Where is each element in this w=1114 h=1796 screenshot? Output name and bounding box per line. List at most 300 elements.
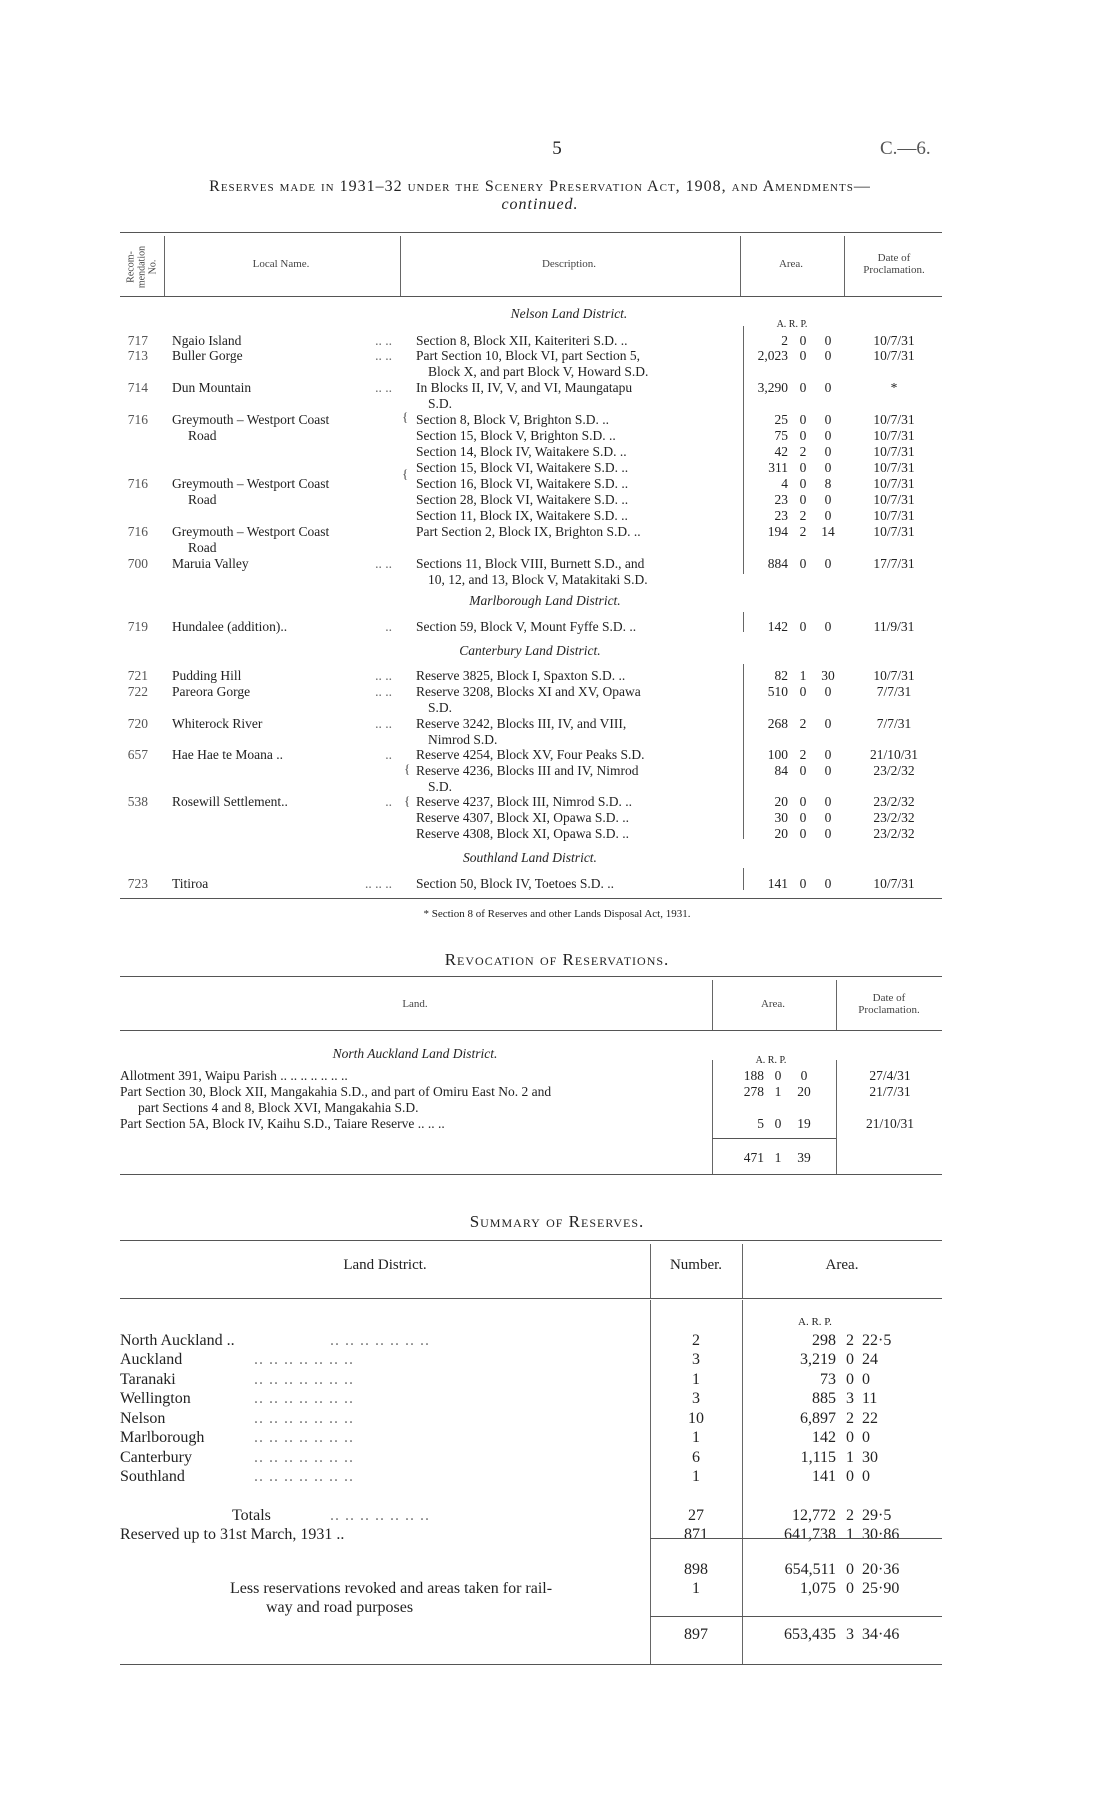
leader-dots: .. .. .. <box>365 876 392 891</box>
area-roods: 0 <box>799 428 807 443</box>
reserves-title-line2: continued. <box>501 196 579 213</box>
area-units: A. R. P. <box>776 319 808 330</box>
leader-dots: .. .. <box>375 684 392 699</box>
area-roods: 0 <box>799 684 807 699</box>
description: Section 8, Block XII, Kaiteriteri S.D. .. <box>416 333 628 348</box>
leader-dots: .. .. <box>375 556 392 571</box>
area-acres: 141 <box>812 1468 836 1485</box>
local-name-cont: Road <box>188 428 217 443</box>
description: Section 16, Block VI, Waitakere S.D. .. <box>416 476 629 491</box>
proclamation-date: 10/7/31 <box>873 460 915 475</box>
column-divider <box>742 1300 743 1664</box>
header-divider <box>742 1244 743 1298</box>
description: Section 15, Block V, Brighton S.D. .. <box>416 428 616 443</box>
header-divider <box>740 236 741 296</box>
area-roods: 2 <box>846 1332 854 1349</box>
table-header-rule <box>120 296 942 297</box>
document-reference: C.—6. <box>880 138 931 159</box>
area-perches: 22·5 <box>862 1332 892 1349</box>
district-heading: Southland Land District. <box>463 850 597 865</box>
area-roods: 1 <box>799 668 807 683</box>
area-roods: 0 <box>846 1468 854 1485</box>
summary-top-rule <box>120 1240 942 1241</box>
header-divider <box>836 980 837 1030</box>
area-roods: 0 <box>799 876 807 891</box>
local-name: Pudding Hill <box>172 668 242 683</box>
header-recommendation: Recom- mendation No. <box>125 245 159 289</box>
brace: { <box>404 761 411 776</box>
district-name: Canterbury <box>120 1449 192 1466</box>
area-roods: 0 <box>846 1561 854 1578</box>
area-perches: 30 <box>821 668 835 683</box>
proclamation-date: 23/2/32 <box>873 826 915 841</box>
area-acres: 510 <box>767 684 788 699</box>
area-acres: 3,290 <box>757 380 788 395</box>
proclamation-date: 10/7/31 <box>873 876 915 891</box>
rec-number: 723 <box>127 876 148 891</box>
reserve-count: 27 <box>688 1507 704 1524</box>
area-perches: 8 <box>824 476 832 491</box>
district-name: Southland <box>120 1468 185 1485</box>
land-description: Part Section 5A, Block IV, Kaihu S.D., Taiare Reserve .. .. .. <box>120 1116 445 1131</box>
area-perches: 0 <box>824 876 832 891</box>
rec-number: 722 <box>127 684 148 699</box>
area-roods: 0 <box>799 348 807 363</box>
proclamation-date: 10/7/31 <box>873 668 915 683</box>
area-perches: 20 <box>797 1084 811 1099</box>
column-divider <box>743 868 744 890</box>
area-perches: 0 <box>824 556 832 571</box>
local-name: Buller Gorge <box>172 348 243 363</box>
header-local-name: Local Name. <box>252 258 310 270</box>
local-name: Ngaio Island <box>172 333 242 348</box>
area-acres: 641,738 <box>784 1526 836 1543</box>
rec-number: 719 <box>127 619 148 634</box>
area-roods: 0 <box>799 763 807 778</box>
area-acres: 142 <box>767 619 788 634</box>
column-divider <box>743 664 744 839</box>
area-acres: 73 <box>820 1371 836 1388</box>
area-acres: 653,435 <box>784 1626 836 1643</box>
description: Section 50, Block IV, Toetoes S.D. .. <box>416 876 615 891</box>
area-acres: 20 <box>774 826 788 841</box>
reserve-count: 1 <box>692 1429 700 1446</box>
area-perches: 29·5 <box>862 1507 892 1524</box>
description: Section 59, Block V, Mount Fyffe S.D. .. <box>416 619 637 634</box>
leader-dots: .. <box>385 619 392 634</box>
rec-number: 717 <box>127 333 148 348</box>
leader-dots: .. .. .. .. .. .. .. <box>254 1468 354 1485</box>
area-perches: 0 <box>824 444 832 459</box>
area-perches: 0 <box>824 619 832 634</box>
reserve-count: 10 <box>688 1410 704 1427</box>
area-roods: 2 <box>846 1410 854 1427</box>
reserve-count: 1 <box>692 1580 700 1597</box>
description: Block X, and part Block V, Howard S.D. <box>428 364 649 379</box>
proclamation-date: 17/7/31 <box>873 556 915 571</box>
description: Section 28, Block VI, Waitakere S.D. .. <box>416 492 629 507</box>
area-acres: 2,023 <box>757 348 788 363</box>
area-acres: 298 <box>812 1332 836 1349</box>
leader-dots: .. .. .. .. .. .. .. <box>254 1429 354 1446</box>
proclamation-date: 10/7/31 <box>873 333 915 348</box>
area-acres: 188 <box>743 1068 764 1083</box>
leader-dots: .. <box>385 747 392 762</box>
proclamation-date: 10/7/31 <box>873 524 915 539</box>
local-name: Whiterock River <box>172 716 263 731</box>
area-acres: 23 <box>774 492 788 507</box>
description: Part Section 2, Block IX, Brighton S.D. .. <box>416 524 641 539</box>
proclamation-date: 11/9/31 <box>873 619 915 634</box>
district-name: Nelson <box>120 1410 166 1427</box>
area-acres: 142 <box>812 1429 836 1446</box>
area-perches: 0 <box>862 1468 870 1485</box>
brace: { <box>404 793 411 808</box>
area-acres: 23 <box>774 508 788 523</box>
description: Reserve 3208, Blocks XI and XV, Opawa <box>416 684 641 699</box>
table-bottom-rule <box>120 898 942 899</box>
area-perches: 19 <box>797 1116 811 1131</box>
area-acres: 141 <box>767 876 788 891</box>
leader-dots: .. .. .. .. .. .. .. <box>330 1332 430 1349</box>
area-acres: 884 <box>767 556 788 571</box>
header-divider <box>400 236 401 296</box>
area-perches: 0 <box>824 333 832 348</box>
brace: { <box>402 466 409 481</box>
area-perches: 0 <box>824 412 832 427</box>
summary-header-area: Area. <box>825 1257 859 1273</box>
area-perches: 0 <box>824 684 832 699</box>
description: Reserve 4308, Block XI, Opawa S.D. .. <box>416 826 629 841</box>
area-perches: 0 <box>862 1429 870 1446</box>
area-roods: 1 <box>846 1449 854 1466</box>
area-roods: 0 <box>846 1580 854 1597</box>
local-name-cont: Road <box>188 540 217 555</box>
proclamation-date: 21/7/31 <box>869 1084 911 1099</box>
area-roods: 0 <box>799 412 807 427</box>
description: Reserve 4237, Block III, Nimrod S.D. .. <box>416 794 632 809</box>
district-heading: Marlborough Land District. <box>469 593 621 608</box>
area-acres: 194 <box>767 524 788 539</box>
proclamation-date: 10/7/31 <box>873 508 915 523</box>
description: 10, 12, and 13, Block V, Matakitaki S.D. <box>428 572 648 587</box>
rec-number: 713 <box>127 348 148 363</box>
local-name: Rosewill Settlement.. <box>172 794 288 809</box>
area-acres: 100 <box>767 747 788 762</box>
total-acres: 471 <box>743 1150 764 1165</box>
area-roods: 2 <box>799 716 807 731</box>
area-acres: 30 <box>774 810 788 825</box>
area-acres: 6,897 <box>800 1410 836 1427</box>
header-divider <box>164 236 165 296</box>
summary-bottom-rule <box>120 1664 942 1665</box>
reserves-title <box>120 178 960 214</box>
total-roods: 1 <box>774 1150 782 1165</box>
area-perches: 0 <box>824 380 832 395</box>
reserve-count: 3 <box>692 1390 700 1407</box>
area-acres: 2 <box>781 333 788 348</box>
local-name: Hundalee (addition).. <box>172 619 288 634</box>
proclamation-date: 27/4/31 <box>869 1068 911 1083</box>
area-roods: 2 <box>846 1507 854 1524</box>
area-units: A. R. P. <box>798 1316 832 1328</box>
district-name: Wellington <box>120 1390 191 1407</box>
area-perches: 25·90 <box>862 1580 900 1597</box>
summary-header-rule <box>120 1298 942 1299</box>
summary-rule <box>650 1616 942 1617</box>
area-perches: 0 <box>824 460 832 475</box>
area-roods: 0 <box>846 1429 854 1446</box>
area-roods: 0 <box>846 1371 854 1388</box>
area-perches: 30 <box>862 1449 878 1466</box>
reserve-count: 1 <box>692 1371 700 1388</box>
summary-header-number: Number. <box>669 1257 723 1273</box>
area-acres: 278 <box>743 1084 764 1099</box>
table-top-rule <box>120 232 942 233</box>
area-roods: 2 <box>799 508 807 523</box>
proclamation-date: 23/2/32 <box>873 763 915 778</box>
proclamation-date: 7/7/31 <box>876 684 912 699</box>
local-name: Greymouth – Westport Coast <box>172 476 330 491</box>
area-perches: 0 <box>824 428 832 443</box>
area-perches: 0 <box>824 810 832 825</box>
rec-number: 716 <box>127 524 148 539</box>
district-name: Reserved up to 31st March, 1931 .. <box>120 1526 345 1543</box>
rec-number: 716 <box>127 476 148 491</box>
local-name: Pareora Gorge <box>172 684 251 699</box>
rec-number: 721 <box>127 668 148 683</box>
reserve-count: 6 <box>692 1449 700 1466</box>
description: Reserve 4236, Blocks III and IV, Nimrod <box>416 763 639 778</box>
local-name-cont: Road <box>188 492 217 507</box>
revocation-header-area: Area. <box>760 998 786 1010</box>
area-perches: 30·86 <box>862 1526 900 1543</box>
area-roods: 3 <box>846 1626 854 1643</box>
local-name: Maruia Valley <box>172 556 249 571</box>
totals-label: Totals <box>232 1507 271 1524</box>
area-roods: 0 <box>799 333 807 348</box>
district-name: North Auckland .. <box>120 1332 235 1349</box>
description: Sections 11, Block VIII, Burnett S.D., and <box>416 556 645 571</box>
area-roods: 0 <box>799 556 807 571</box>
area-roods: 0 <box>799 460 807 475</box>
summary-title: Summary of Reserves. <box>469 1212 645 1231</box>
district-heading: Canterbury Land District. <box>459 643 601 658</box>
description: Section 11, Block IX, Waitakere S.D. .. <box>416 508 628 523</box>
proclamation-date: 10/7/31 <box>873 348 915 363</box>
land-description: Allotment 391, Waipu Parish .. .. .. .. .. .. .. <box>120 1068 348 1083</box>
reserve-count: 898 <box>684 1561 708 1578</box>
summary-rule <box>650 1538 942 1539</box>
area-perches: 11 <box>862 1390 878 1407</box>
local-name: Hae Hae te Moana .. <box>172 747 283 762</box>
area-roods: 2 <box>799 747 807 762</box>
rec-number: 700 <box>127 556 148 571</box>
district-name: Auckland <box>120 1351 183 1368</box>
proclamation-date: 23/2/32 <box>873 810 915 825</box>
local-name: Greymouth – Westport Coast <box>172 524 330 539</box>
revocation-total-rule <box>712 1138 836 1139</box>
district-heading: Nelson Land District. <box>510 306 628 321</box>
revocation-top-rule <box>120 976 942 977</box>
land-description: Part Section 30, Block XII, Mangakahia S.D., and part of Omiru East No. 2 and <box>120 1084 552 1099</box>
local-name: Greymouth – Westport Coast <box>172 412 330 427</box>
description: S.D. <box>428 700 453 715</box>
page-number: 5 <box>552 138 562 159</box>
proclamation-date: 10/7/31 <box>873 476 915 491</box>
area-perches: 22 <box>862 1410 878 1427</box>
rec-number: 714 <box>127 380 148 395</box>
description: Reserve 3825, Block I, Spaxton S.D. .. <box>416 668 626 683</box>
leader-dots: .. .. .. .. .. .. .. <box>254 1351 354 1368</box>
less-label: Less reservations revoked and areas taken for rail- <box>230 1580 553 1597</box>
area-roods: 0 <box>799 380 807 395</box>
rec-number: 720 <box>127 716 148 731</box>
area-roods: 1 <box>846 1526 854 1543</box>
leader-dots: .. .. <box>375 668 392 683</box>
total-perches: 39 <box>797 1150 811 1165</box>
land-description: part Sections 4 and 8, Block XVI, Mangakahia S.D. <box>138 1100 419 1115</box>
description: Reserve 4254, Block XV, Four Peaks S.D. <box>416 747 645 762</box>
area-perches: 0 <box>824 716 832 731</box>
proclamation-date: 10/7/31 <box>873 428 915 443</box>
reserves-title-line1: Reserves made in 1931–32 under the Scenery Preservation Act, 1908, and Amendments— <box>209 178 871 195</box>
header-date: Date of Proclamation. <box>863 252 925 276</box>
leader-dots: .. <box>385 794 392 809</box>
rec-number: 716 <box>127 412 148 427</box>
description: Nimrod S.D. <box>428 732 498 747</box>
revocation-header-land: Land. <box>402 998 428 1010</box>
area-perches: 34·46 <box>862 1626 900 1643</box>
area-acres: 84 <box>774 763 788 778</box>
leader-dots: .. .. .. .. .. .. .. <box>254 1371 354 1388</box>
header-divider <box>844 236 845 296</box>
area-roods: 1 <box>774 1084 782 1099</box>
leader-dots: .. .. .. .. .. .. .. <box>254 1410 354 1427</box>
column-divider <box>712 1060 713 1174</box>
area-acres: 82 <box>774 668 788 683</box>
leader-dots: .. .. .. .. .. .. .. <box>254 1449 354 1466</box>
description: Reserve 4307, Block XI, Opawa S.D. .. <box>416 810 629 825</box>
area-roods: 0 <box>846 1351 854 1368</box>
area-units: A. R. P. <box>755 1055 787 1066</box>
district-name: Marlborough <box>120 1429 205 1446</box>
description: Reserve 3242, Blocks III, IV, and VIII, <box>416 716 627 731</box>
reserve-count: 871 <box>684 1526 708 1543</box>
revocation-header-date: Date of Proclamation. <box>858 992 920 1016</box>
revocation-header-rule <box>120 1030 942 1031</box>
column-divider <box>743 326 744 574</box>
district-heading: North Auckland Land District. <box>332 1046 498 1061</box>
area-perches: 0 <box>824 763 832 778</box>
leader-dots: .. .. .. .. .. .. .. <box>254 1390 354 1407</box>
leader-dots: .. .. .. .. .. .. .. <box>330 1507 430 1524</box>
area-acres: 75 <box>774 428 788 443</box>
area-perches: 14 <box>821 524 835 539</box>
description: S.D. <box>428 396 453 411</box>
revocation-title: Revocation of Reservations. <box>444 950 670 969</box>
description: Part Section 10, Block VI, part Section 5, <box>416 348 640 363</box>
header-divider <box>712 980 713 1030</box>
area-roods: 2 <box>799 444 807 459</box>
area-acres: 25 <box>774 412 788 427</box>
area-perches: 0 <box>824 508 832 523</box>
leader-dots: .. .. <box>375 333 392 348</box>
proclamation-date: 7/7/31 <box>876 716 912 731</box>
leader-dots: .. .. <box>375 380 392 395</box>
column-divider <box>743 612 744 632</box>
area-acres: 1,075 <box>800 1580 836 1597</box>
description: Section 15, Block VI, Waitakere S.D. .. <box>416 460 629 475</box>
reserve-count: 3 <box>692 1351 700 1368</box>
district-name: Taranaki <box>120 1371 176 1388</box>
area-acres: 4 <box>781 476 788 491</box>
column-divider <box>650 1300 651 1664</box>
area-acres: 3,219 <box>800 1351 836 1368</box>
rec-number: 538 <box>127 794 148 809</box>
area-perches: 0 <box>824 826 832 841</box>
summary-header-district: Land District. <box>343 1257 427 1273</box>
area-acres: 42 <box>774 444 788 459</box>
area-acres: 5 <box>757 1116 764 1131</box>
area-roods: 0 <box>799 826 807 841</box>
area-acres: 20 <box>774 794 788 809</box>
area-perches: 0 <box>862 1371 870 1388</box>
area-perches: 24 <box>862 1351 878 1368</box>
proclamation-date: 23/2/32 <box>873 794 915 809</box>
area-roods: 0 <box>799 810 807 825</box>
area-acres: 1,115 <box>800 1449 836 1466</box>
proclamation-date: 10/7/31 <box>873 444 915 459</box>
area-roods: 0 <box>799 619 807 634</box>
description: S.D. <box>428 779 453 794</box>
leader-dots: .. .. <box>375 348 392 363</box>
proclamation-date: 10/7/31 <box>873 412 915 427</box>
leader-dots: .. .. <box>375 716 392 731</box>
proclamation-date: 21/10/31 <box>869 747 918 762</box>
brace: { <box>402 409 409 424</box>
proclamation-date: 21/10/31 <box>865 1116 914 1131</box>
area-acres: 268 <box>767 716 788 731</box>
area-acres: 311 <box>768 460 788 475</box>
proclamation-date: 10/7/31 <box>873 492 915 507</box>
column-divider <box>836 1060 837 1174</box>
area-roods: 2 <box>799 524 807 539</box>
area-roods: 0 <box>799 794 807 809</box>
area-roods: 0 <box>774 1068 782 1083</box>
area-acres: 885 <box>812 1390 836 1407</box>
header-description: Description. <box>541 258 597 270</box>
area-perches: 0 <box>824 492 832 507</box>
reserve-count: 2 <box>692 1332 700 1349</box>
area-roods: 0 <box>799 476 807 491</box>
area-roods: 0 <box>774 1116 782 1131</box>
reserve-count: 897 <box>684 1626 708 1643</box>
header-area: Area. <box>778 258 804 270</box>
local-name: Dun Mountain <box>172 380 252 395</box>
description: Section 14, Block IV, Waitakere S.D. .. <box>416 444 627 459</box>
footnote: * Section 8 of Reserves and other Lands Disposal Act, 1931. <box>423 908 691 920</box>
revocation-bottom-rule <box>120 1174 942 1175</box>
description: Section 8, Block V, Brighton S.D. .. <box>416 412 610 427</box>
area-acres: 654,511 <box>784 1561 836 1578</box>
area-perches: 20·36 <box>862 1561 900 1578</box>
area-perches: 0 <box>824 747 832 762</box>
area-acres: 12,772 <box>792 1507 836 1524</box>
reserve-count: 1 <box>692 1468 700 1485</box>
less-label-cont: way and road purposes <box>266 1599 414 1616</box>
area-perches: 0 <box>824 794 832 809</box>
